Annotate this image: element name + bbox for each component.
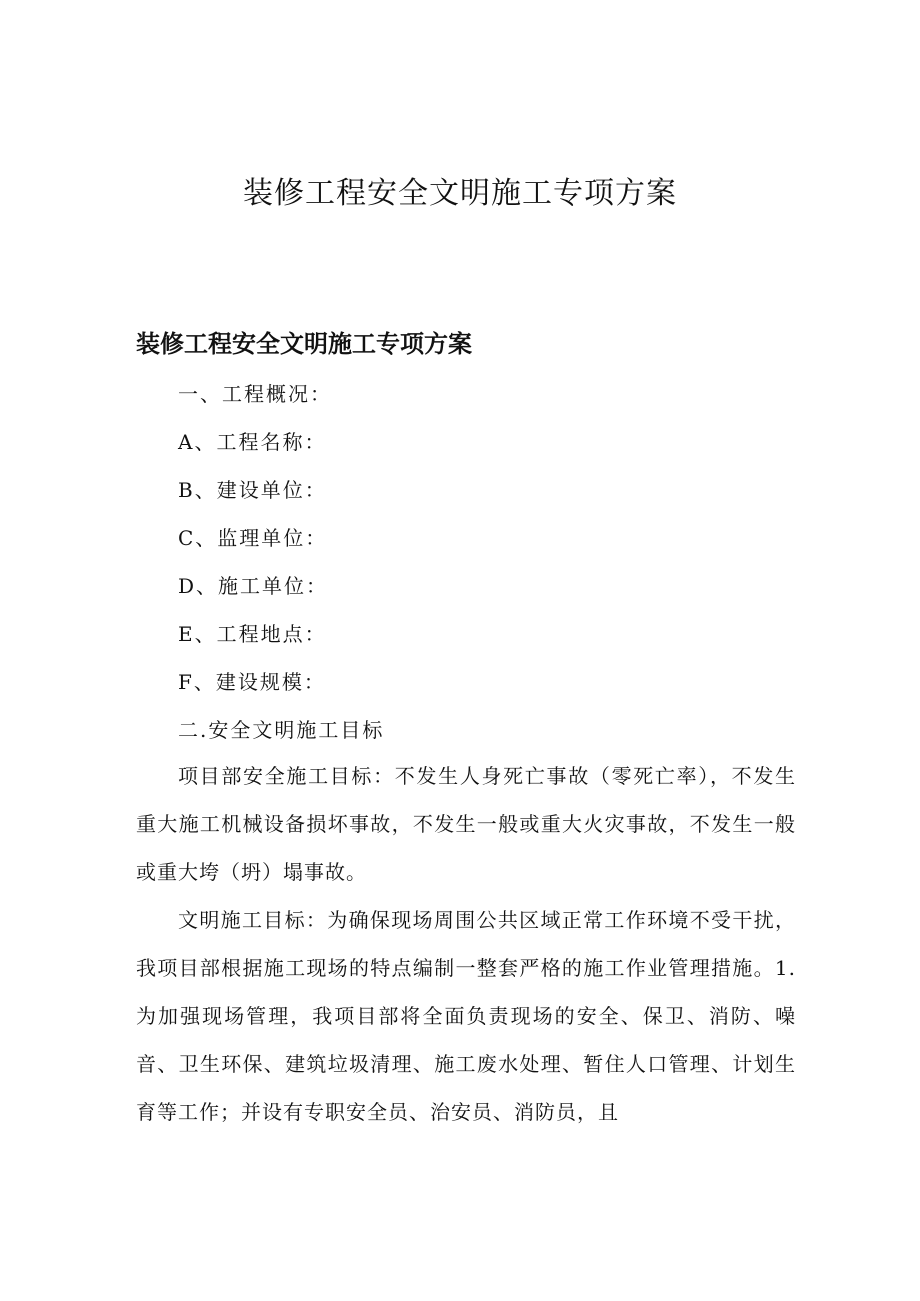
- field-location: E、工程地点：: [178, 622, 327, 646]
- field-project-name: A、工程名称：: [178, 430, 327, 454]
- safety-goal-paragraph: 项目部安全施工目标：不发生人身死亡事故（零死亡率），不发生重大施工机械设备损坏事故，不发生一般或重大火灾事故，不发生一般或重大垮（坍）塌事故。: [136, 764, 796, 884]
- field-supervision-unit: C、监理单位：: [178, 526, 328, 550]
- overview-heading: 一、工程概况：: [178, 382, 332, 406]
- field-scale: F、建设规模：: [178, 670, 326, 694]
- civil-goal-paragraph: 文明施工目标：为确保现场周围公共区域正常工作环境不受干扰，我项目部根据施工现场的特点编制一整套严格的施工作业管理措施。1.为加强现场管理，我项目部将全面负责现场的安全、保卫、消防、噪音、卫生环保、建筑垃圾清理、施工废水处理、暂住人口管理、计划生育等工作；并设有专职安全员、治安员、消防员，且: [136, 908, 796, 1124]
- field-construction-unit: B、建设单位：: [178, 478, 327, 502]
- document-title: 装修工程安全文明施工专项方案: [243, 176, 677, 211]
- goal-heading: 二.安全文明施工目标: [178, 718, 385, 742]
- section-heading: 装修工程安全文明施工专项方案: [136, 330, 472, 358]
- field-contractor: D、施工单位：: [178, 574, 329, 598]
